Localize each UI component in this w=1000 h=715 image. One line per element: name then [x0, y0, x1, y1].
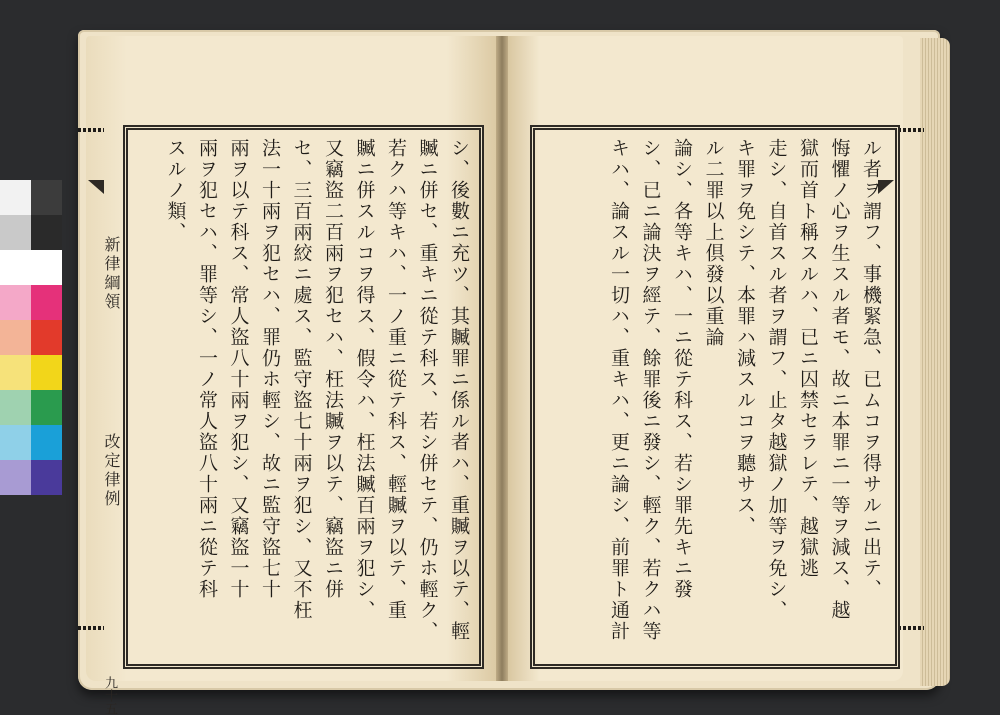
color-swatch [0, 355, 31, 390]
text-line: シ、後數ニ充ツ、其贓罪ニ係ル者ハ、重贓ヲ以テ、輕 [448, 138, 470, 642]
left-margin-column [96, 128, 126, 715]
edge-mark [898, 128, 924, 132]
text-line: シ、已ニ論決ヲ經テ、餘罪後ニ發シ、輕ク、若クハ等 [639, 138, 662, 642]
color-swatch [0, 215, 31, 250]
color-swatch [0, 250, 31, 285]
color-swatch [0, 180, 31, 215]
text-line: 獄而首ト稱スルハ、已ニ囚禁セラレテ、越獄逃 [797, 138, 819, 579]
page-edges [920, 38, 950, 686]
text-line: 走シ、自首スル者ヲ謂フ、止タ越獄ノ加等ヲ免シ、 [765, 138, 788, 621]
right-page-text [548, 138, 886, 658]
color-swatch [31, 320, 62, 355]
color-swatch [31, 180, 62, 215]
text-line: 論シ、各等キハ、一ニ從テ科ス、若シ罪先キニ發 [671, 138, 693, 600]
color-swatch [0, 390, 31, 425]
color-swatch [31, 215, 62, 250]
text-line: キハ、論スル一切ハ、重キハ、更ニ論シ、前罪ト通計 [608, 138, 630, 642]
color-swatch [31, 460, 62, 495]
color-swatch [0, 285, 31, 320]
color-swatch [0, 320, 31, 355]
color-swatch [31, 390, 62, 425]
edge-mark [898, 626, 924, 630]
open-book [78, 30, 940, 715]
text-line: セ、三百兩絞ニ處ス、監守盜七十兩ヲ犯シ、又不枉 [290, 138, 313, 621]
section-subtitle: 改定律例 [102, 433, 121, 509]
book-gutter [496, 36, 508, 681]
color-calibration-strip [0, 180, 62, 530]
color-swatch [31, 425, 62, 460]
color-swatch [31, 355, 62, 390]
color-swatch [31, 250, 62, 285]
left-page-text [138, 138, 474, 658]
text-line: 又竊盜二百兩ヲ犯セハ、枉法贓ヲ以テ、竊盜ニ併 [322, 138, 344, 600]
color-swatch [0, 425, 31, 460]
text-line: 悔懼ノ心ヲ生スル者モ、故ニ本罪ニ一等ヲ減ス、越 [828, 138, 851, 621]
text-line: ル二罪以上倶發以重論 [702, 138, 725, 348]
text-line: スルノ類、 [164, 138, 187, 243]
text-line: 兩ヲ犯セハ、罪等シ、一ノ常人盜八十兩ニ從テ科 [196, 138, 218, 600]
text-line: 若クハ等キハ、一ノ重ニ從テ科ス、輕贓ヲ以テ、重 [385, 138, 407, 621]
text-line: ル者ヲ謂フ、事機緊急、已ムコヲ得サルニ出テ、 [860, 138, 882, 600]
color-swatch [0, 460, 31, 495]
page-number: 九十五 [102, 676, 117, 715]
text-line: 法一十兩ヲ犯セハ、罪仍ホ輕シ、故ニ監守盜七十 [259, 138, 281, 600]
text-line: キ罪ヲ免シテ、本罪ハ減スルコヲ聽サス、 [734, 138, 756, 537]
color-swatch [31, 285, 62, 320]
text-line: 贓ニ併スルコヲ得ス、假令ハ、枉法贓百兩ヲ犯シ、 [353, 138, 376, 621]
book-title: 新律綱領 [102, 236, 121, 312]
text-line: 贓ニ併セ、重キニ從テ科ス、若シ併セテ、仍ホ輕ク、 [416, 138, 439, 642]
text-line: 兩ヲ以テ科ス、常人盜八十兩ヲ犯シ、又竊盜一十 [227, 138, 250, 600]
